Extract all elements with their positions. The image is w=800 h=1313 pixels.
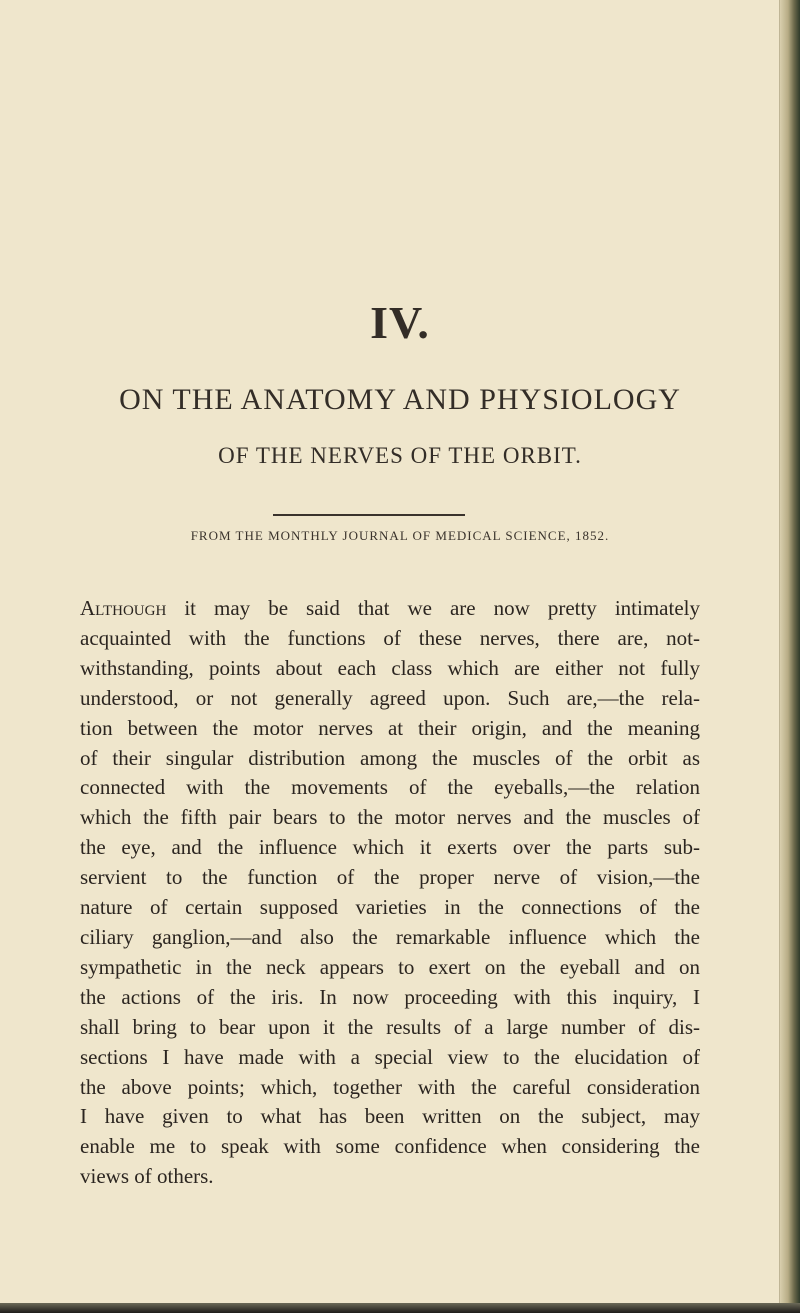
paragraph-line-text: it may be said that we are now pretty intimately bbox=[166, 596, 700, 620]
paragraph-line: enable me to speak with some confidence when considering the bbox=[80, 1134, 700, 1159]
paragraph-line: of their singular distribution among the muscles of the orbit as bbox=[80, 745, 700, 770]
paragraph-line: shall bring to bear upon it the results of a large number of dis- bbox=[80, 1014, 700, 1039]
chapter-title: ON THE ANATOMY AND PHYSIOLOGY bbox=[119, 383, 681, 416]
paragraph-line: which the fifth pair bears to the motor nerves and the muscles of bbox=[80, 805, 700, 830]
paragraph-line: sympathetic in the neck appears to exert on the eyeball and on bbox=[80, 954, 700, 979]
book-bottom-edge bbox=[0, 1303, 800, 1313]
paragraph-line: understood, or not generally agreed upon. Such are,—the rela- bbox=[80, 685, 700, 710]
chapter-number: IV. bbox=[370, 297, 430, 348]
book-spine-edge bbox=[780, 0, 800, 1313]
opening-word: Although bbox=[80, 596, 167, 620]
paragraph-line: the above points; which, together with the careful consideration bbox=[80, 1074, 700, 1099]
paragraph-line: sections I have made with a special view to the elucidation of bbox=[80, 1044, 700, 1069]
source-citation: FROM THE MONTHLY JOURNAL OF MEDICAL SCIENCE, 1852. bbox=[190, 528, 610, 543]
paragraph-line: nature of certain supposed varieties in the connections of the bbox=[80, 895, 700, 920]
paragraph-line bbox=[80, 594, 700, 624]
paragraph-line: I have given to what has been written on the subject, may bbox=[80, 1104, 700, 1129]
paragraph-line: connected with the movements of the eyeballs,—the relation bbox=[80, 775, 700, 800]
paragraph-line: withstanding, points about each class which are either not fully bbox=[80, 655, 700, 680]
paragraph-line: acquainted with the functions of these nerves, there are, not- bbox=[80, 625, 700, 650]
paragraph-line: tion between the motor nerves at their origin, and the meaning bbox=[80, 715, 700, 740]
paragraph-line: views of others. bbox=[80, 1164, 214, 1189]
paragraph-line: servient to the function of the proper nerve of vision,—the bbox=[80, 865, 700, 890]
paragraph-line: the actions of the iris. In now proceeding with this inquiry, I bbox=[80, 984, 700, 1009]
title-rule bbox=[273, 514, 465, 516]
chapter-subtitle: OF THE NERVES OF THE ORBIT. bbox=[218, 443, 582, 468]
paragraph-line: the eye, and the influence which it exerts over the parts sub- bbox=[80, 835, 700, 860]
body-paragraph bbox=[80, 594, 700, 1192]
paragraph-line: ciliary ganglion,—and also the remarkable influence which the bbox=[80, 924, 700, 949]
